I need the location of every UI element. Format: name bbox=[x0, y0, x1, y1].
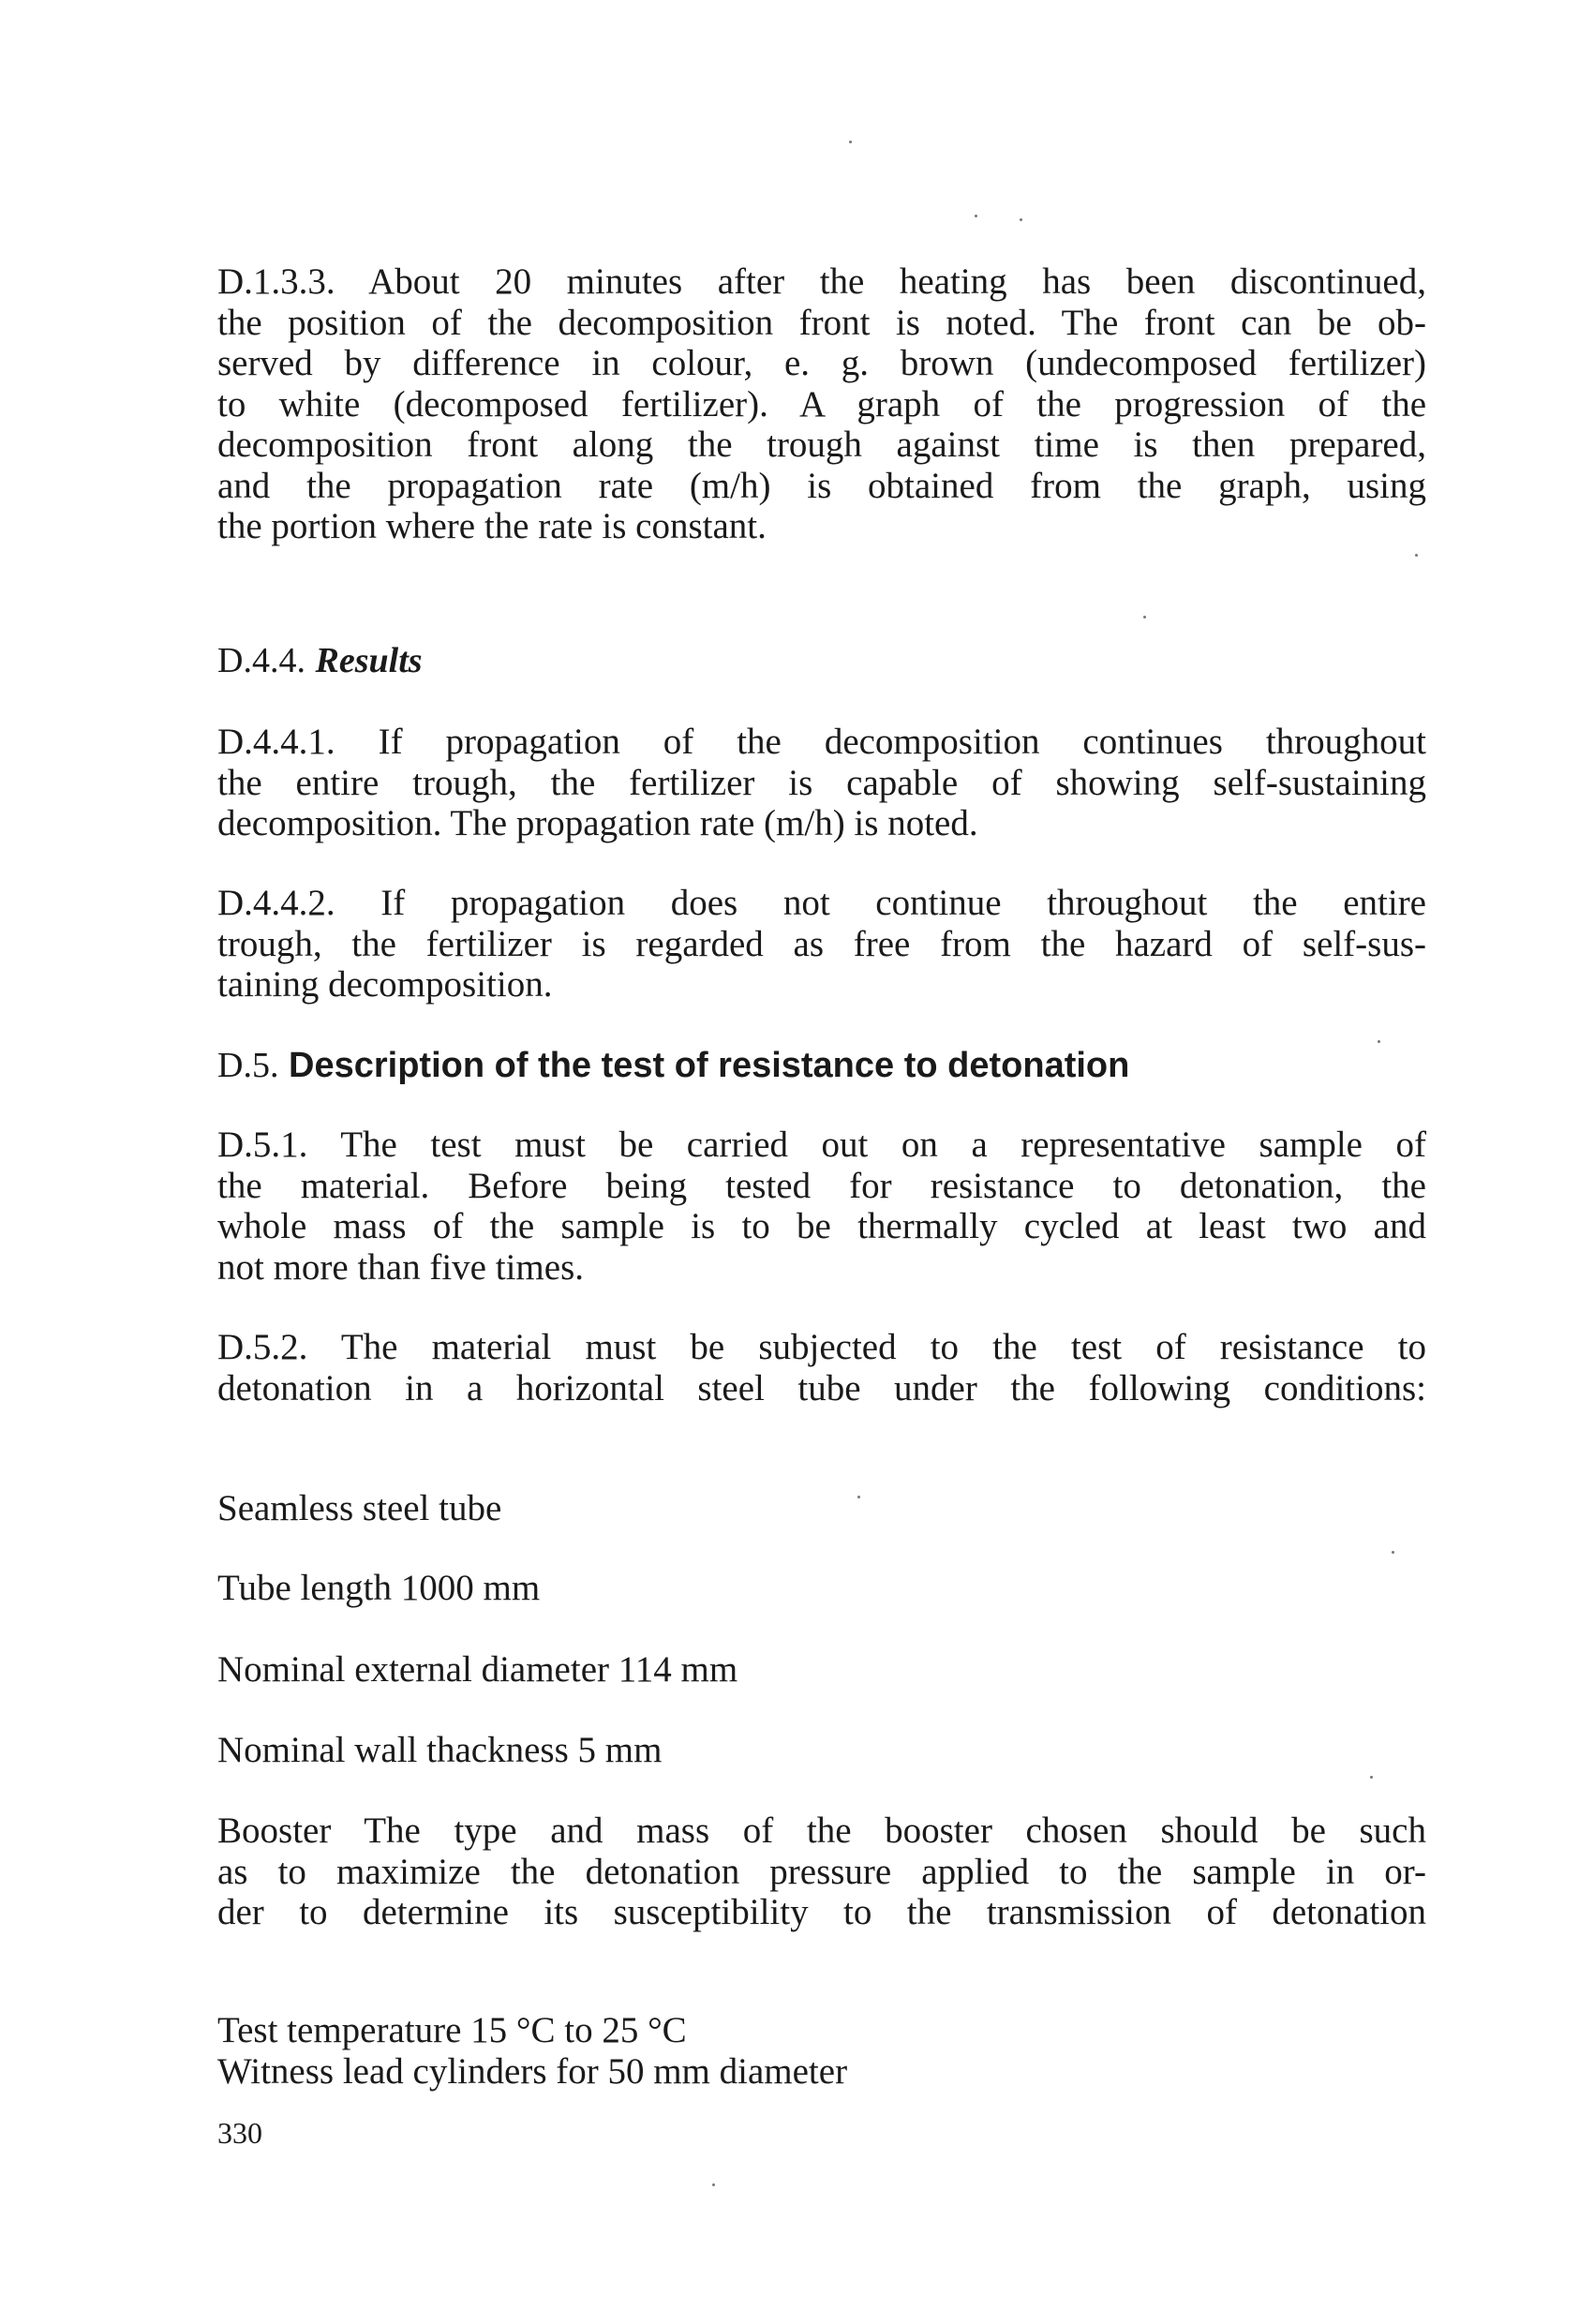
condition-seamless-tube: Seamless steel tube bbox=[217, 1488, 502, 1528]
text-line: D.5.1. The test must be carried out on a representative sample of bbox=[217, 1125, 1426, 1165]
scan-speck bbox=[1378, 1040, 1380, 1043]
condition-external-diameter: Nominal external diameter 114 mm bbox=[217, 1649, 738, 1690]
text-line: D.1.3.3. About 20 minutes after the heating has been discontinued, bbox=[217, 261, 1426, 302]
paragraph-booster bbox=[217, 1810, 1426, 1933]
condition-wall-thickness: Nominal wall thackness 5 mm bbox=[217, 1730, 663, 1770]
text-line: D.5.2. The material must be subjected to the test of resistance to bbox=[217, 1327, 1426, 1367]
text-line: der to determine its susceptibility to the transmission of detonation bbox=[217, 1892, 1426, 1932]
text-line: decomposition. The propagation rate (m/h) is noted. bbox=[217, 803, 978, 843]
text-line: D.4.4.2. If propagation does not continue throughout the entire bbox=[217, 883, 1426, 923]
scan-speck bbox=[1415, 554, 1418, 557]
section-number: D.5. bbox=[217, 1046, 279, 1085]
condition-test-temperature: Test temperature 15 °C to 25 °C bbox=[217, 2010, 687, 2050]
scan-speck bbox=[1370, 1776, 1373, 1779]
section-number: D.4.4. bbox=[217, 641, 305, 680]
text-line: not more than five times. bbox=[217, 1246, 584, 1288]
scan-speck bbox=[1020, 218, 1022, 221]
scan-speck bbox=[975, 215, 977, 217]
condition-witness-cylinders: Witness lead cylinders for 50 mm diameter bbox=[217, 2051, 848, 2092]
section-heading-d44 bbox=[217, 640, 423, 681]
section-title: Description of the test of resistance to detonation bbox=[289, 1046, 1130, 1085]
section-heading-d5 bbox=[217, 1045, 1129, 1086]
scan-speck bbox=[1392, 1551, 1394, 1554]
condition-tube-length: Tube length 1000 mm bbox=[217, 1568, 541, 1608]
text-line: the portion where the rate is constant. bbox=[217, 506, 767, 546]
paragraph-d133 bbox=[217, 261, 1426, 547]
text-line: D.4.4.1. If propagation of the decomposition continues throughout bbox=[217, 722, 1426, 762]
scan-speck bbox=[712, 2183, 715, 2186]
text-line: the position of the decomposition front is noted. The front can be ob- bbox=[217, 302, 1426, 343]
scan-speck bbox=[857, 1496, 860, 1498]
text-line: detonation in a horizontal steel tube under the following conditions: bbox=[217, 1367, 1426, 1408]
text-line: the material. Before being tested for resistance to detonation, the bbox=[217, 1165, 1426, 1206]
text-line: Booster The type and mass of the booster chosen should be such bbox=[217, 1810, 1426, 1851]
paragraph-d442 bbox=[217, 883, 1426, 1006]
text-line: as to maximize the detonation pressure applied to the sample in or- bbox=[217, 1851, 1426, 1892]
text-line: the entire trough, the fertilizer is capable of showing self-sustaining bbox=[217, 762, 1426, 803]
text-line: and the propagation rate (m/h) is obtained from the graph, using bbox=[217, 465, 1426, 506]
paragraph-d441 bbox=[217, 722, 1426, 844]
paragraph-d51 bbox=[217, 1125, 1426, 1288]
scan-speck bbox=[1143, 616, 1146, 618]
page-number: 330 bbox=[217, 2116, 262, 2150]
scan-speck bbox=[849, 141, 852, 143]
paragraph-d52 bbox=[217, 1327, 1426, 1408]
text-line: whole mass of the sample is to be thermally cycled at least two and bbox=[217, 1206, 1426, 1246]
text-line: decomposition front along the trough against time is then prepared, bbox=[217, 425, 1426, 465]
text-line: served by difference in colour, e. g. brown (undecomposed fertilizer) bbox=[217, 343, 1426, 383]
text-line: trough, the fertilizer is regarded as free from the hazard of self-sus- bbox=[217, 923, 1426, 964]
text-line: to white (decomposed fertilizer). A graph of the progression of the bbox=[217, 383, 1426, 425]
text-line: taining decomposition. bbox=[217, 964, 553, 1005]
section-title: Results bbox=[315, 641, 423, 680]
